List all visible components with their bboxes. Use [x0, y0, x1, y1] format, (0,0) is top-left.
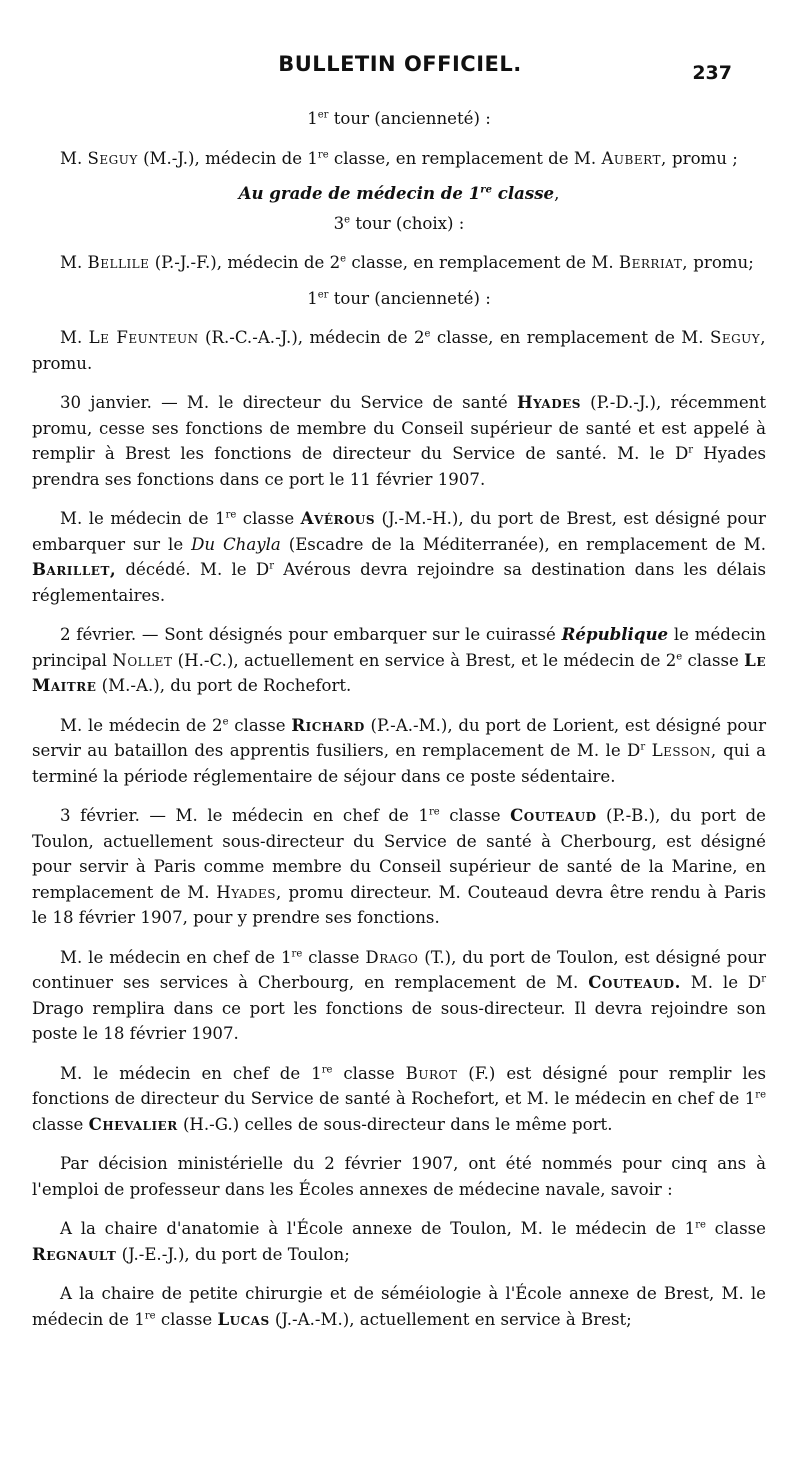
- text-run: Lesson,: [651, 741, 717, 760]
- text-run: (H.-C.), actuellement en service à Brest, et le médecin de 2: [172, 650, 677, 670]
- text-run: qui a terminé la période réglementaire de séjour dans ce poste sédentaire.: [32, 741, 766, 786]
- text-run: République: [561, 624, 669, 644]
- page-header: [0, 52, 800, 88]
- text-run: er: [317, 288, 329, 300]
- text-run: classe: [439, 806, 511, 825]
- text-run: Drago remplira dans ce port les fonctions de sous-directeur. Il devra rejoindre son poste le 18 février 1907.: [32, 998, 766, 1043]
- text-run: Couteaud.: [588, 972, 681, 992]
- text-run: re: [144, 1309, 156, 1321]
- running-title: BULLETIN OFFICIEL.: [278, 52, 522, 76]
- text-run: re: [755, 1089, 766, 1101]
- text-run: (P.-A.-M.), du port de Lorient, est désigné pour servir au bataillon des apprentis fusiliers, en remplacement de M. le D: [32, 715, 766, 760]
- text-run: e: [340, 253, 347, 265]
- text-run: Burot: [405, 1063, 458, 1083]
- text-run: A la chaire de petite chirurgie et de séméiologie à l'École annexe de Brest, M. le médecin de 1: [32, 1284, 766, 1329]
- text-run: 1: [307, 109, 318, 128]
- text-run: Couteaud: [510, 805, 597, 825]
- text-run: promu;: [687, 253, 754, 272]
- text-run: Berriat,: [618, 253, 688, 272]
- text-run: classe: [32, 1114, 89, 1134]
- text-run: e: [424, 328, 431, 340]
- paragraph-p15: [32, 1151, 766, 1202]
- paragraph-p17: [32, 1281, 766, 1332]
- page-number: 237: [692, 62, 732, 84]
- text-run: M. le D: [680, 973, 762, 992]
- text-run: Hyades: [516, 392, 581, 412]
- text-run: Par décision ministérielle du 2 février 1907, ont été nommés pour cinq ans à l'emploi de professeur dans les Écoles annexes de médecine navale, savoir :: [32, 1154, 766, 1199]
- text-run: M. le médecin de 2: [60, 715, 223, 735]
- text-run: 3 février. — M. le médecin en chef de 1: [60, 806, 429, 825]
- text-run: classe: [228, 715, 292, 735]
- text-run: Drago: [365, 947, 419, 967]
- text-run: Du Chayla: [191, 534, 281, 554]
- text-run: Avérous: [300, 508, 376, 528]
- paragraph-p14: [32, 1061, 766, 1138]
- text-run: 1: [307, 288, 318, 308]
- text-run: Hyades prendra ses fonctions dans ce port le 11 février 1907.: [32, 444, 766, 489]
- text-run: Seguy,: [709, 328, 766, 347]
- text-run: re: [225, 509, 237, 521]
- text-run: Chevalier: [88, 1113, 178, 1134]
- paragraph-p12: [32, 803, 766, 931]
- text-run: e: [222, 715, 229, 727]
- text-run: e: [676, 650, 683, 662]
- text-run: Barillet,: [32, 559, 117, 579]
- text-run: M. le médecin de 1: [60, 509, 226, 528]
- text-run: (R.-C.-A.-J.), médecin de 2: [198, 328, 425, 347]
- text-run: décédé. M. le D: [116, 560, 270, 579]
- text-run: promu ;: [666, 148, 738, 168]
- text-run: classe: [302, 947, 366, 967]
- text-run: (P.-J.-F.), médecin de 2: [149, 253, 341, 272]
- text-run: re: [317, 148, 329, 160]
- text-run: M. le médecin en chef de 1: [60, 947, 292, 967]
- text-run: classe: [705, 1219, 766, 1238]
- text-run: Richard: [291, 714, 365, 735]
- text-run: tour (choix) :: [350, 213, 465, 233]
- text-run: r: [640, 741, 646, 753]
- text-run: promu.: [32, 353, 93, 373]
- text-run: M.: [60, 148, 88, 168]
- paragraph-p3: [32, 181, 766, 207]
- text-run: M.: [60, 328, 89, 347]
- text-run: 2 février. — Sont désignés pour embarquer sur le cuirassé: [60, 625, 562, 644]
- text-run: classe, en remplacement de M.: [328, 148, 602, 168]
- text-run: r: [688, 444, 694, 456]
- paragraph-p5: [32, 250, 766, 276]
- text-run: Aubert,: [601, 148, 667, 168]
- text-run: promu directeur. M. Couteaud devra être rendu à Paris le 18 février 1907, pour y prendre ses fonctions.: [32, 882, 766, 927]
- text-run: classe, en remplacement de M.: [346, 253, 619, 272]
- text-run: M. le médecin en chef de 1: [60, 1063, 322, 1083]
- text-run: (T.), du port de Toulon, est désigné pour continuer ses services à Cherbourg, en remplacement de M.: [32, 947, 766, 992]
- text-run: (P.-D.-J.), récemment promu, cesse ses fonctions de membre du Conseil supérieur de santé et est appelé à remplir à Brest les fonctions de directeur du Service de santé. M. le D: [32, 393, 766, 463]
- text-run: (H.-G.) celles de sous-directeur dans le même port.: [177, 1114, 613, 1134]
- paragraph-p8: [32, 390, 766, 492]
- text-run: classe, en remplacement de M.: [430, 328, 710, 347]
- paragraph-p7: [32, 325, 766, 376]
- paragraph-p4: [32, 211, 766, 237]
- document-body: [32, 96, 766, 1332]
- text-run: r: [761, 973, 766, 985]
- text-run: re: [480, 184, 492, 196]
- text-run: M.: [60, 253, 88, 272]
- text-run: er: [317, 109, 329, 121]
- text-run: Hyades,: [216, 882, 282, 902]
- text-run: tour (ancienneté) :: [328, 109, 491, 128]
- text-run: Nollet: [112, 650, 173, 670]
- text-run: Le Feunteun: [88, 328, 199, 347]
- text-run: Avérous devra rejoindre sa destination dans les délais réglementaires.: [32, 560, 766, 605]
- text-run: Bellile: [87, 253, 150, 272]
- text-run: Seguy: [87, 148, 138, 168]
- text-run: (J.-M.-H.), du port de Brest, est désigné pour embarquer sur le: [32, 509, 766, 554]
- text-run: (M.-J.), médecin de 1: [137, 148, 318, 168]
- paragraph-p6: [32, 286, 766, 312]
- text-run: (J.-E.-J.), du port de Toulon;: [116, 1244, 350, 1264]
- text-run: re: [428, 806, 440, 818]
- paragraph-p2: [32, 146, 766, 172]
- paragraph-p1: [32, 106, 766, 132]
- text-run: Regnault: [32, 1243, 117, 1264]
- text-run: Le Maitre: [32, 649, 766, 695]
- text-run: re: [291, 947, 303, 959]
- text-run: le médecin principal: [32, 625, 766, 670]
- text-run: ,: [554, 184, 560, 203]
- text-run: classe: [332, 1063, 406, 1083]
- paragraph-p11: [32, 713, 766, 790]
- text-run: re: [695, 1219, 706, 1231]
- text-run: Au grade de médecin de 1: [238, 183, 481, 203]
- paragraph-p10: [32, 622, 766, 699]
- paragraph-p9: [32, 506, 766, 608]
- text-run: A la chaire d'anatomie à l'École annexe de Toulon, M. le médecin de 1: [60, 1219, 696, 1238]
- paragraph-p13: [32, 945, 766, 1047]
- text-run: (J.-A.-M.), actuellement en service à Brest;: [269, 1309, 632, 1329]
- text-run: classe: [155, 1309, 218, 1329]
- text-run: (M.-A.), du port de Rochefort.: [96, 676, 352, 695]
- text-run: Lucas: [217, 1308, 270, 1329]
- paragraph-p16: [32, 1216, 766, 1267]
- text-run: classe: [491, 183, 555, 203]
- text-run: tour (ancienneté) :: [328, 288, 491, 308]
- text-run: (Escadre de la Méditerranée), en remplacement de M.: [280, 534, 766, 554]
- text-run: classe: [682, 650, 745, 670]
- text-run: 3: [333, 213, 345, 233]
- text-run: classe: [236, 509, 301, 528]
- text-run: re: [321, 1063, 333, 1075]
- text-run: (F.) est désigné pour remplir les fonctions de directeur du Service de santé à Rochefort, et M. le médecin en chef de 1: [32, 1063, 766, 1108]
- text-run: 30 janvier. — M. le directeur du Service de santé: [60, 393, 517, 412]
- text-run: e: [344, 213, 351, 225]
- text-run: (P.-B.), du port de Toulon, actuellement sous-directeur du Service de santé à Cherbourg, est désigné pour servir à Paris comme membre du Conseil supérieur de santé de la Marine, en remplacement de M.: [32, 806, 766, 902]
- text-run: r: [269, 560, 274, 572]
